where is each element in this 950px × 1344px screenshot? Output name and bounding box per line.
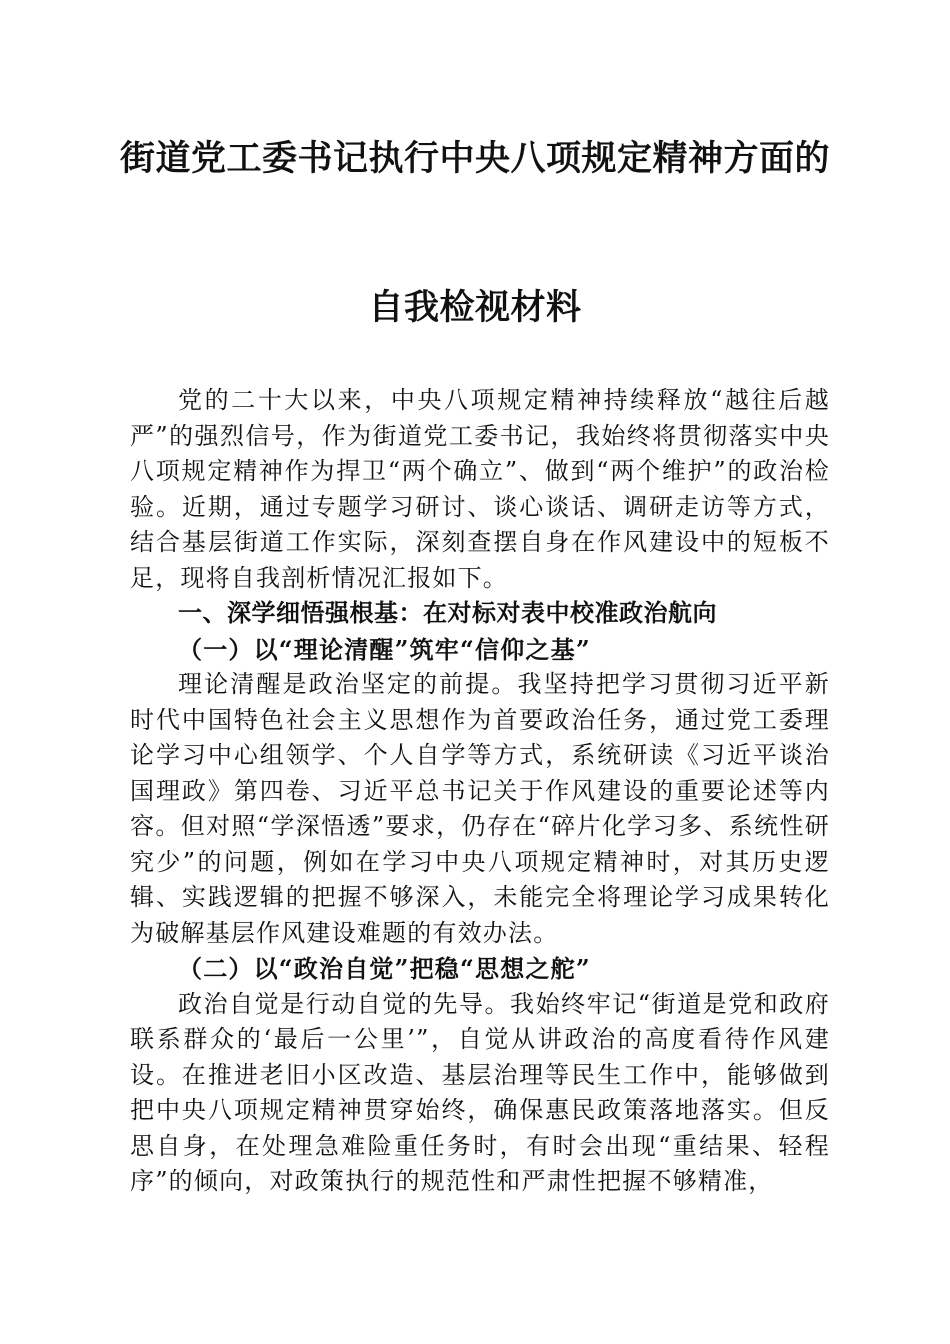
subsection-2-paragraph: 政治自觉是行动自觉的先导。我始终牢记“街道是党和政府联系群众的‘最后一公里’”，自觉从讲政治的高度看待作风建设。在推进老旧小区改造、基层治理等民生工作中，能够做到把中央八项规定精神贯穿始终，确保惠民政策落地落实。但反思自身，在处理急难险重任务时，有时会出现“重结果、轻程序”的倾向，对政策执行的规范性和严肃性把握不够精准， bbox=[130, 989, 830, 1195]
subsection-1-heading: （一）以“理论清醒”筑牢“信仰之基” bbox=[178, 634, 591, 664]
document-body bbox=[130, 383, 830, 1200]
intro-paragraph: 党的二十大以来，中央八项规定精神持续释放“越往后越严”的强烈信号，作为街道党工委书记，我始终将贯彻落实中央八项规定精神作为捍卫“两个确立”、做到“两个维护”的政治检验。近期，通过专题学习研讨、谈心谈话、调研走访等方式，结合基层街道工作实际，深刻查摆自身在作风建设中的短板不足，现将自我剖析情况汇报如下。 bbox=[130, 386, 830, 592]
subsection-2-heading: （二）以“政治自觉”把稳“思想之舵” bbox=[178, 954, 591, 983]
section-1-heading: 一、深学细悟强根基：在对标对表中校准政治航向 bbox=[178, 599, 717, 627]
subsection-1-paragraph: 理论清醒是政治坚定的前提。我坚持把学习贯彻习近平新时代中国特色社会主义思想作为首要政治任务，通过党工委理论学习中心组领学、个人自学等方式，系统研读《习近平谈治国理政》第四卷、习近平总书记关于作风建设的重要论述等内容。但对照“学深悟透”要求，仍存在“碎片化学习多、系统性研究少”的问题，例如在学习中央八项规定精神时，对其历史逻辑、实践逻辑的把握不够深入，未能完全将理论学习成果转化为破解基层作风建设难题的有效办法。 bbox=[130, 670, 830, 947]
document-title-line-2: 自我检视材料 bbox=[368, 288, 582, 328]
document-title-line-1: 街道党工委书记执行中央八项规定精神方面的 bbox=[120, 139, 831, 179]
